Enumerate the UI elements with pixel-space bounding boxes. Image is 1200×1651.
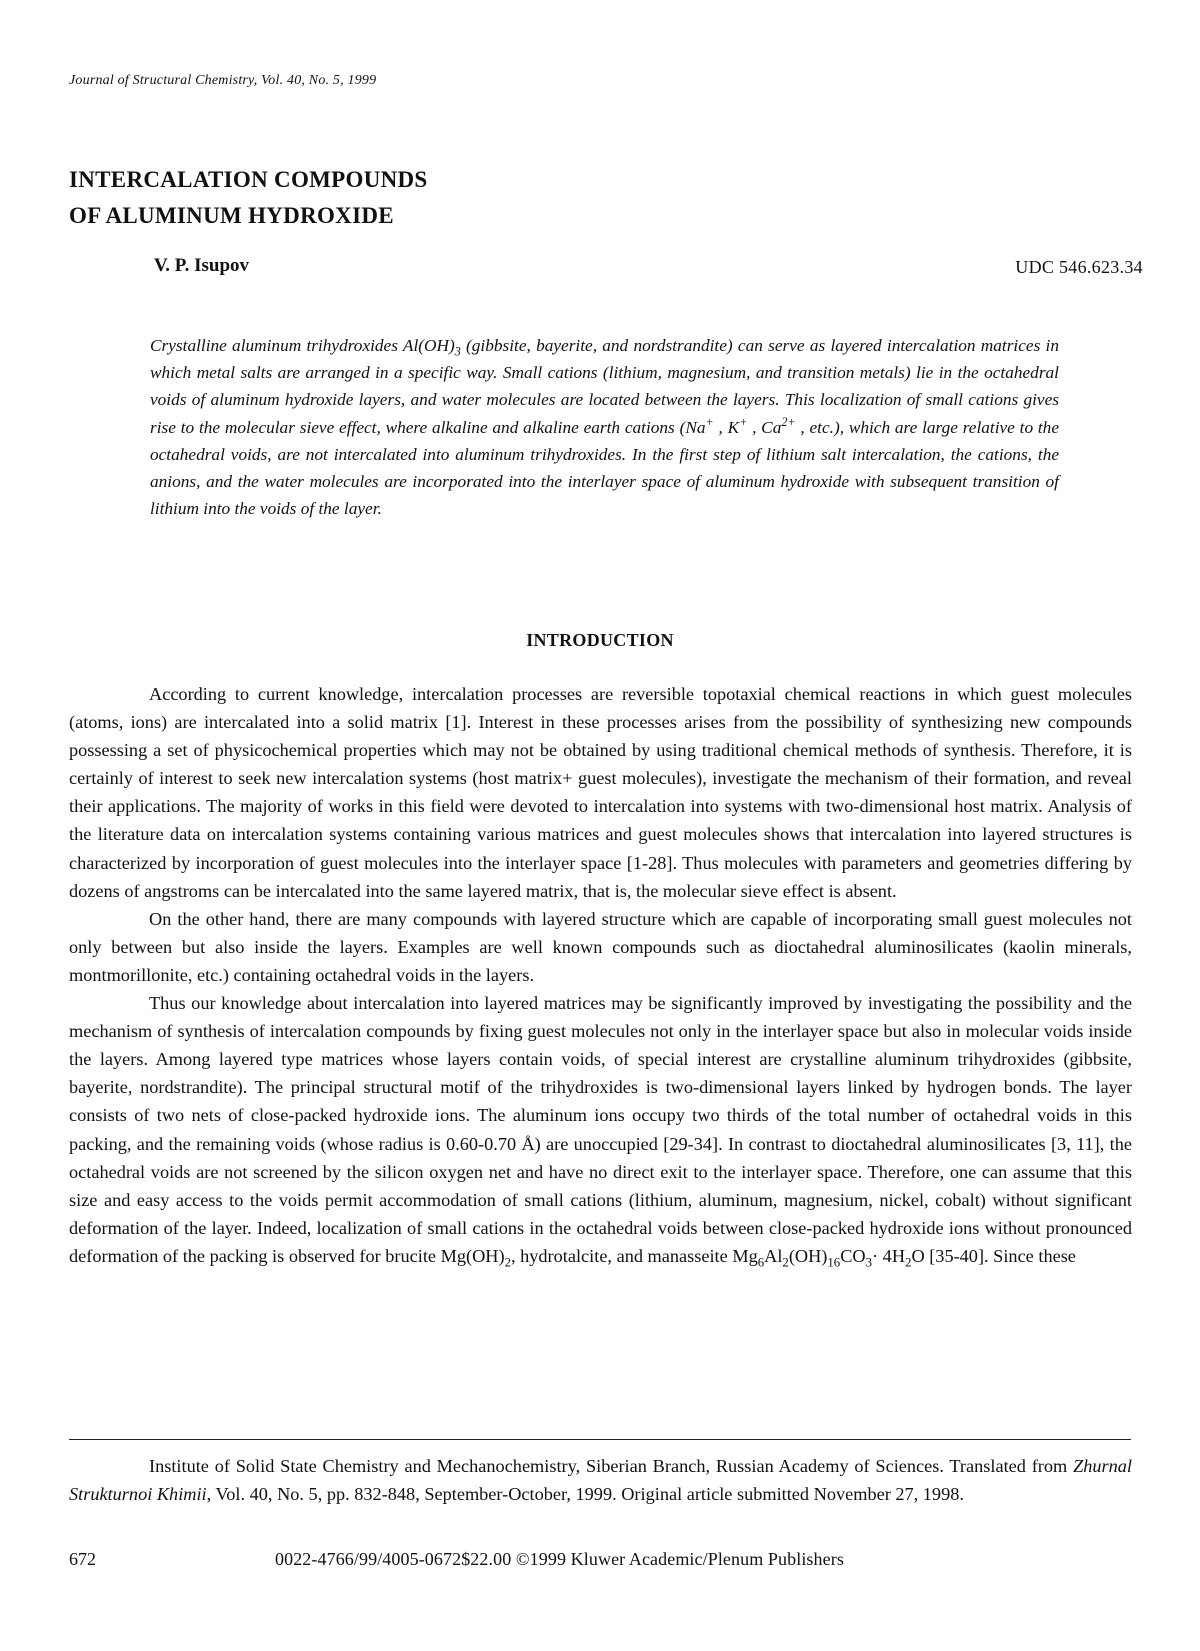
paper-title [69,162,428,234]
copyright-line: 0022-4766/99/4005-0672$22.00 ©1999 Kluwer Academic/Plenum Publishers [275,1549,844,1569]
journal-header: Journal of Structural Chemistry, Vol. 40, No. 5, 1999 [69,73,377,88]
paragraph-3 [69,989,1132,1270]
paragraph-3-text-b: , hydrotalcite, and manasseite Mg [510,1245,758,1266]
paragraph-2: On the other hand, there are many compounds with layered structure which are capable of incorporating small guest molecules not only between but also inside the layers. Examples are well known compounds such as dioctahedral aluminosilicates (kaolin minerals, montmorillonite, etc.) containing octahedral voids in the layers. [69,908,1132,985]
abstract-sup-k: + [739,414,748,429]
title-line-2: OF ALUMINUM HYDROXIDE [69,203,394,228]
paragraph-3-text: Thus our knowledge about intercalation into layered matrices may be significantly improved by investigating the possibility and the mechanism of synthesis of intercalation compounds by fixing guest molecules not only in the interlayer space but also in molecular voids inside the layers. Among layered type matrices whose layers contain voids, of special interest are crystalline aluminum trihydroxides (gibbsite, bayerite, nordstrandite). The principal structural motif of the trihydroxides is two-dimensional layers linked by hydrogen bonds. The layer consists of two nets of close-packed hydroxide ions. The aluminum ions occupy two thirds of the total number of octahedral voids in this packing, and the remaining voids (whose radius is 0.60-0.70 Å) are unoccupied [29-34]. In contrast to dioctahedral aluminosilicates [3, 11], the octahedral voids are not screened by the silicon oxygen net and have no direct exit to the interlayer space. Therefore, one can assume that this size and easy access to the voids permit accommodation of small cations (lithium, aluminum, magnesium, nickel, cobalt) without significant deformation of the layer. Indeed, localization of small cations in the octahedral voids between close-packed hydroxide ions without pronounced deformation of the packing is observed for brucite Mg(OH) [69,993,1132,1266]
sub-h2: 2 [905,1255,912,1270]
body-text [69,680,1132,1270]
abstract-sep-k: , K [713,417,740,437]
formula-co: CO [840,1245,866,1266]
section-heading-introduction: INTRODUCTION [526,630,674,650]
formula-oh: (OH) [788,1245,828,1266]
title-line-1: INTERCALATION COMPOUNDS [69,167,428,192]
abstract-sep-ca: , Ca [747,417,782,437]
footnote [69,1452,1132,1508]
abstract-part-3: , etc.), which are large relative to the octahedral voids, are not intercalated into aluminum trihydroxides. In the first step of lithium salt intercalation, the cations, the anions, and the water molecules are incorporated into the interlayer space of aluminum hydroxide with subsequent transition of lithium into the voids of the layer. [150,417,1059,519]
abstract-subscript-3: 3 [454,344,461,359]
sub-al-2: 2 [782,1255,789,1270]
footnote-journal: Zhurnal Strukturnoi Khimii [69,1456,1132,1504]
sub-2: 2 [504,1255,511,1270]
abstract-sup-na: + [705,414,714,429]
footnote-rule [69,1439,1131,1440]
paragraph-3-end: O [35-40]. Since these [911,1245,1076,1266]
sub-3: 3 [865,1255,873,1270]
formula-dot: · 4H [872,1245,906,1266]
abstract-sup-ca: 2+ [781,414,796,429]
abstract-part-1: Crystalline aluminum trihydroxides Al(OH) [150,336,455,355]
abstract-part-2: (gibbsite, bayerite, and nordstrandite) can serve as layered intercalation matrices in which metal salts are arranged in a specific way. Small cations (lithium, magnesium, and transition metals) lie in the octahedral voids of aluminum hydroxide layers, and water molecules are located between the layers. This localization of small cations gives rise to the molecular sieve effect, where alkaline and alkaline earth cations (Na [150,336,1059,437]
sub-16: 16 [827,1255,841,1270]
abstract [150,332,1059,522]
udc-code: UDC 546.623.34 [1015,257,1143,277]
footnote-text-1: Institute of Solid State Chemistry and Mechanochemistry, Siberian Branch, Russian Academy of Sciences. Translated from [149,1456,1074,1476]
page-number: 672 [69,1549,96,1569]
author: V. P. Isupov [154,255,250,276]
sub-6: 6 [757,1255,765,1270]
footnote-text-2: , Vol. 40, No. 5, pp. 832-848, September-October, 1999. Original article submitted November 27, 1998. [206,1484,964,1504]
paragraph-1: According to current knowledge, intercalation processes are reversible topotaxial chemical reactions in which guest molecules (atoms, ions) are intercalated into a solid matrix [1]. Interest in these processes arises from the possibility of synthesizing new compounds possessing a set of physicochemical properties which may not be obtained by using traditional chemical methods of synthesis. Therefore, it is certainly of interest to seek new intercalation systems (host matrix+ guest molecules), investigate the mechanism of their formation, and reveal their applications. The majority of works in this field were devoted to intercalation into systems with two-dimensional host matrix. Analysis of the literature data on intercalation systems containing various matrices and guest molecules shows that intercalation into layered structures is characterized by incorporation of guest molecules into the interlayer space [1-28]. Thus molecules with parameters and geometries differing by dozens of angstroms can be intercalated into the same layered matrix, that is, the molecular sieve effect is absent. [69,684,1132,901]
formula-al: Al [764,1245,783,1266]
